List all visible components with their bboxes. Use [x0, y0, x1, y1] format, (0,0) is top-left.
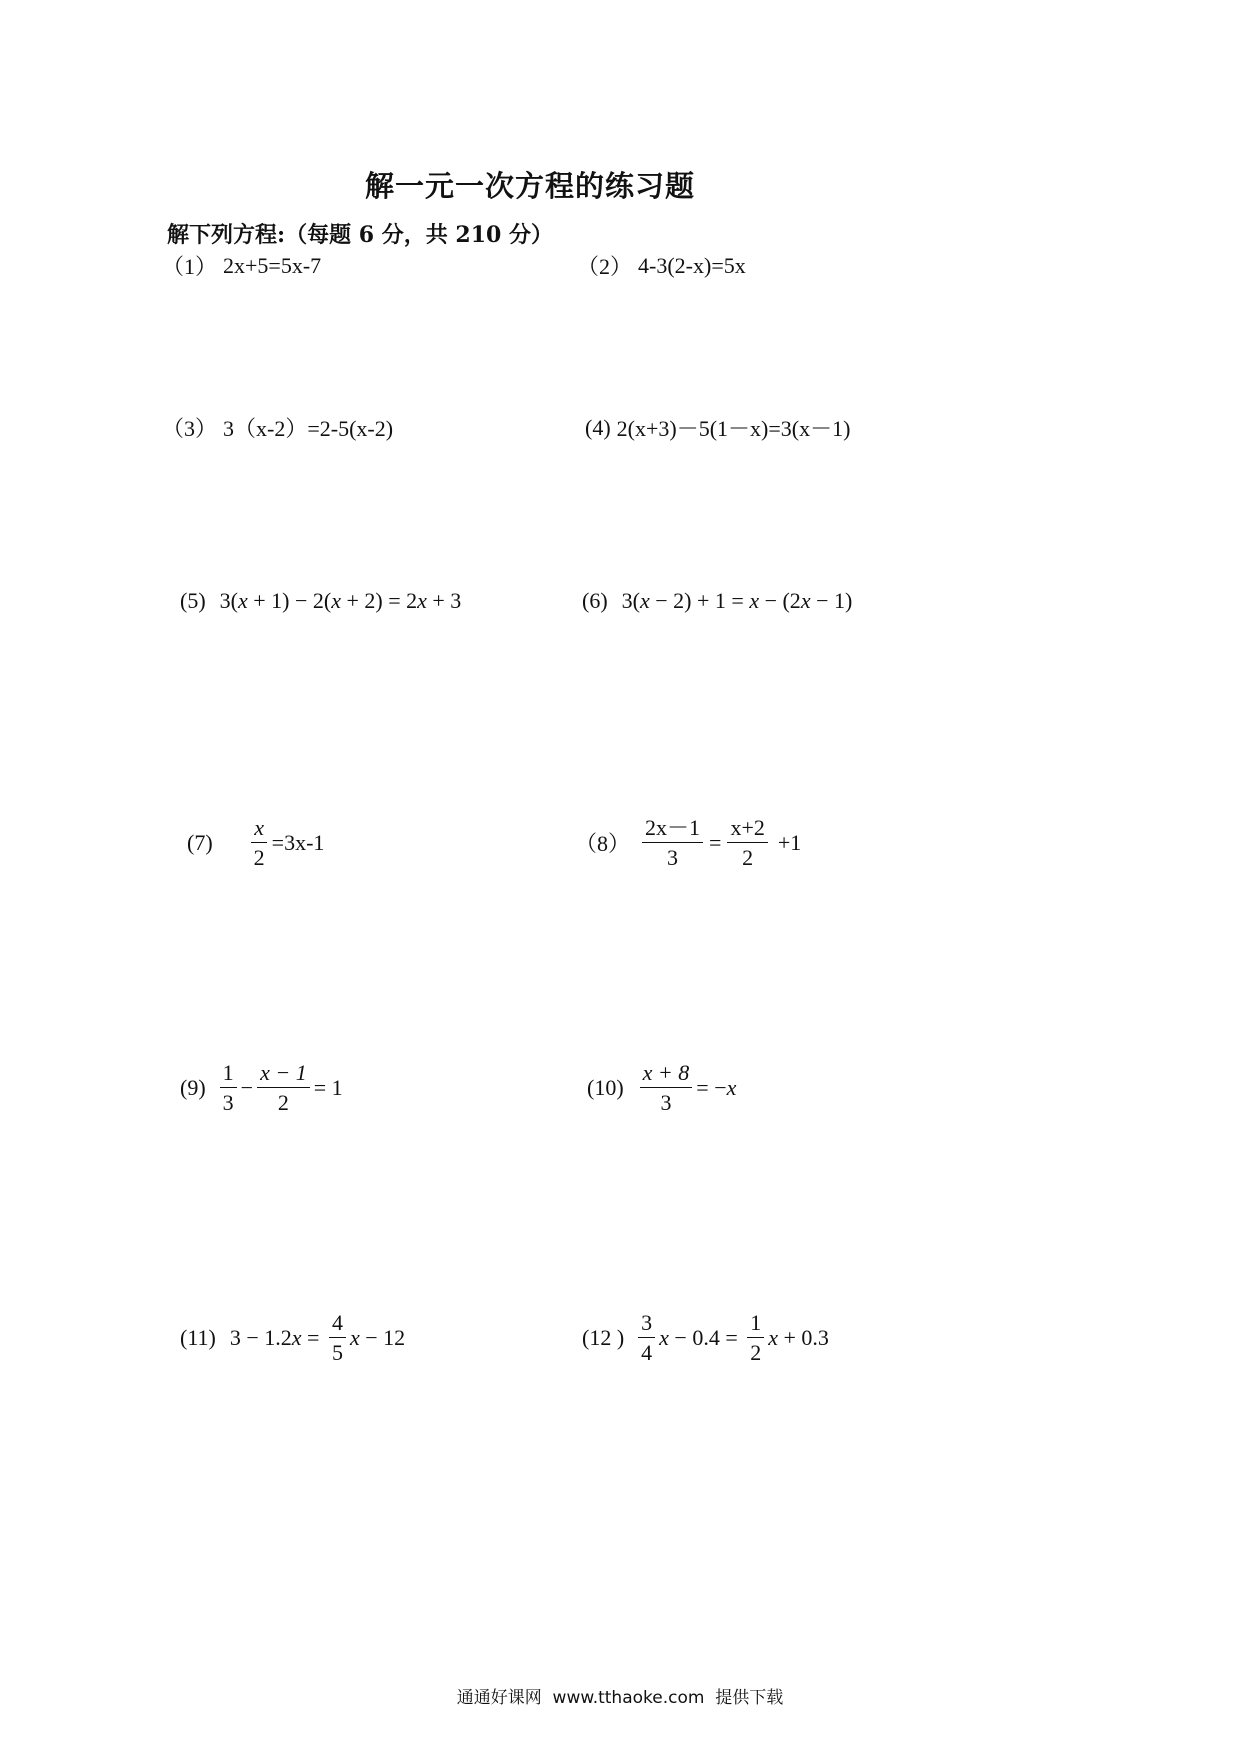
- fraction-denominator: 2: [750, 1340, 762, 1366]
- fraction-numerator: 1: [747, 1310, 764, 1338]
- equation-text: =3x-1: [271, 829, 325, 855]
- problem-number: (5): [180, 588, 206, 613]
- minus-sign: −: [240, 1074, 254, 1100]
- problem-number: （2）: [577, 254, 633, 279]
- instructions: 解下列方程:（每题 6 分，共 210 分）: [167, 222, 553, 248]
- fraction-numerator: 1: [220, 1060, 237, 1088]
- equation: [216, 1060, 343, 1116]
- equation-text: + 3: [426, 588, 462, 613]
- problem-number: (6): [582, 588, 608, 613]
- fraction-denominator: 3: [660, 1090, 672, 1116]
- problem-number: （1）: [162, 254, 218, 279]
- fraction-denominator: 5: [331, 1340, 343, 1366]
- equation: [622, 588, 853, 614]
- equation: [230, 1310, 405, 1366]
- equation-text: − 2) + 1 =: [649, 588, 750, 613]
- equation-text: = −: [696, 1074, 727, 1100]
- problem-9: [180, 1060, 343, 1116]
- equation: 3（x-2）=2-5(x-2): [223, 416, 394, 441]
- equals-sign: =: [709, 829, 722, 855]
- problem-number: (9): [180, 1074, 206, 1100]
- fraction: [220, 1060, 237, 1116]
- fraction-numerator: 3: [638, 1310, 655, 1338]
- equation: [638, 815, 801, 871]
- fraction-denominator: 2: [277, 1090, 289, 1116]
- equation-text: + 1) − 2(: [247, 588, 332, 613]
- problem-number: (4): [585, 414, 611, 440]
- fraction: [642, 815, 703, 871]
- problem-11: [180, 1310, 405, 1366]
- fraction-numerator: 2x－1: [642, 815, 703, 843]
- fraction: [638, 1310, 655, 1366]
- fraction: [329, 1310, 346, 1366]
- problem-10: [587, 1060, 736, 1116]
- problem-3: [162, 412, 393, 443]
- equation-text: 3(: [219, 588, 238, 613]
- equation-text: − (2: [759, 588, 801, 613]
- fraction-numerator: x − 1: [257, 1060, 310, 1088]
- equation-text: + 2) = 2: [340, 588, 418, 613]
- equation-text: 3 − 1.2: [229, 1324, 292, 1350]
- fraction-denominator: 3: [222, 1090, 234, 1116]
- fraction: [257, 1060, 310, 1116]
- variable-x: x: [726, 1074, 737, 1100]
- equals-sign: =: [301, 1324, 325, 1350]
- equation: [634, 1310, 829, 1366]
- fraction-denominator: 3: [667, 845, 679, 871]
- equation-text: − 12: [359, 1324, 406, 1350]
- problem-number: (12 ): [582, 1324, 625, 1350]
- equation: 4-3(2-x)=5x: [638, 252, 746, 278]
- fraction-denominator: 2: [253, 845, 265, 871]
- problem-number: (7): [187, 829, 213, 855]
- problem-number: (10): [587, 1074, 624, 1100]
- problem-2: [577, 250, 746, 281]
- variable-x: x: [639, 588, 650, 613]
- problem-7: [187, 815, 324, 871]
- variable-x: x: [237, 588, 248, 613]
- problem-4: [585, 412, 850, 443]
- equation: [220, 588, 462, 614]
- page-title: 解一元一次方程的练习题: [364, 169, 695, 203]
- equation-text: = 1: [313, 1074, 343, 1100]
- variable-x: x: [349, 1324, 360, 1350]
- equation: 2x+5=5x-7: [223, 252, 322, 278]
- footer-source: 通通好课网 www.tthaoke.com 提供下载: [456, 1688, 784, 1708]
- problem-6: [582, 588, 852, 614]
- problem-number: (11): [180, 1324, 216, 1350]
- equation-text: − 0.4 =: [668, 1324, 744, 1350]
- fraction: [251, 815, 268, 871]
- variable-x: x: [417, 588, 427, 613]
- problem-number: （8）: [575, 831, 631, 857]
- variable-x: x: [800, 588, 811, 613]
- equation: [636, 1060, 737, 1116]
- fraction: [747, 1310, 764, 1366]
- fraction-numerator: 4: [329, 1310, 346, 1338]
- variable-x: x: [659, 1324, 669, 1350]
- equation: 2(x+3)－5(1－x)=3(x－1): [616, 416, 851, 441]
- variable-x: x: [749, 588, 760, 613]
- fraction-denominator: 2: [742, 845, 754, 871]
- variable-x: x: [291, 1324, 302, 1350]
- fraction-numerator: x + 8: [640, 1060, 693, 1088]
- fraction-numerator: x: [251, 815, 267, 843]
- problem-5: [180, 588, 461, 614]
- equation-text: 3(: [621, 588, 640, 613]
- problem-8: [575, 815, 801, 871]
- fraction: [640, 1060, 693, 1116]
- problem-number: （3）: [162, 416, 218, 441]
- problem-12: [582, 1310, 829, 1366]
- variable-x: x: [768, 1324, 779, 1350]
- equation: [247, 815, 325, 871]
- equation-text: + 0.3: [778, 1324, 829, 1350]
- problem-1: [162, 250, 321, 281]
- variable-x: x: [331, 588, 341, 613]
- fraction: [727, 815, 767, 871]
- equation-text: − 1): [810, 588, 853, 613]
- fraction-denominator: 4: [641, 1340, 653, 1366]
- equation-text: +1: [777, 829, 802, 855]
- fraction-numerator: x+2: [727, 815, 767, 843]
